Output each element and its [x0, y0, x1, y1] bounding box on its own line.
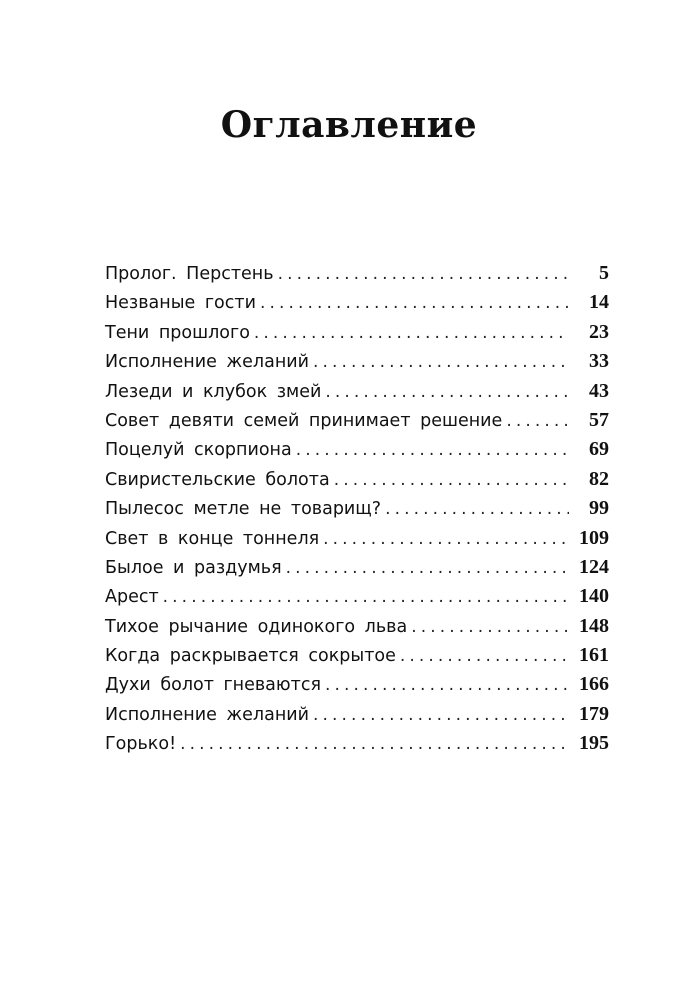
- dot-leader: [411, 617, 569, 637]
- toc-entry[interactable]: [105, 350, 609, 379]
- dot-leader: [313, 352, 569, 372]
- toc-entry[interactable]: [105, 556, 609, 585]
- toc-entry-title: Пролог. Перстень: [105, 264, 274, 284]
- toc-entry[interactable]: [105, 321, 609, 350]
- toc-entry-title: Арест: [105, 587, 159, 608]
- toc-entry[interactable]: [105, 497, 609, 526]
- toc-entry-page: 33: [589, 350, 609, 373]
- toc-entry-page: 109: [579, 526, 609, 549]
- dot-leader: [385, 499, 569, 519]
- toc-entry-title: Когда раскрывается сокрытое: [105, 646, 396, 667]
- toc-entry-title: Свет в конце тоннеля: [105, 528, 320, 549]
- dot-leader: [254, 323, 569, 343]
- toc-entry-page: 140: [579, 585, 609, 608]
- dot-leader: [325, 675, 569, 695]
- toc-entry-page: 99: [589, 497, 609, 520]
- toc-entry-page: 23: [589, 320, 609, 343]
- toc-entry-title: Исполнение желаний: [105, 352, 310, 373]
- toc-entry-title: Исполнение желаний: [105, 704, 310, 725]
- toc-entry[interactable]: [105, 673, 609, 702]
- toc-entry-page: 43: [589, 379, 609, 402]
- toc-entry[interactable]: [105, 615, 609, 644]
- toc-entry-page: 69: [589, 438, 609, 461]
- dot-leader: [163, 587, 569, 607]
- toc-entry-title: Духи болот гневаются: [105, 675, 321, 696]
- toc-entry-title: Горько!: [105, 734, 177, 755]
- table-of-contents: [105, 262, 609, 762]
- toc-entry[interactable]: [105, 262, 609, 291]
- toc-entry-page: 5: [599, 262, 609, 284]
- toc-entry-page: 166: [579, 673, 609, 696]
- dot-leader: [260, 293, 569, 313]
- toc-entry-page: 124: [579, 555, 609, 578]
- dot-leader: [325, 382, 569, 402]
- toc-entry-title: Тени прошлого: [105, 322, 250, 343]
- toc-entry-page: 82: [589, 467, 609, 490]
- toc-entry[interactable]: [105, 703, 609, 732]
- toc-entry-title: Поцелуй скорпиона: [105, 440, 292, 461]
- dot-leader: [323, 529, 569, 549]
- toc-entry[interactable]: [105, 585, 609, 614]
- toc-entry-title: Былое и раздумья: [105, 557, 282, 578]
- toc-entry[interactable]: [105, 732, 609, 761]
- toc-entry[interactable]: [105, 380, 609, 409]
- dot-leader: [180, 734, 569, 754]
- dot-leader: [286, 558, 569, 578]
- toc-entry[interactable]: [105, 527, 609, 556]
- dot-leader: [506, 411, 569, 431]
- toc-entry-title: Свиристельские болота: [105, 469, 330, 490]
- toc-entry[interactable]: [105, 409, 609, 438]
- dot-leader: [400, 646, 569, 666]
- toc-entry[interactable]: [105, 468, 609, 497]
- toc-entry[interactable]: [105, 291, 609, 320]
- page-title: Оглавление: [220, 104, 478, 146]
- toc-entry-page: 14: [589, 291, 609, 314]
- toc-entry-title: Тихое рычание одинокого льва: [105, 616, 408, 637]
- toc-entry-title: Незваные гости: [105, 293, 256, 314]
- toc-entry-title: Совет девяти семей принимает решение: [105, 410, 503, 431]
- toc-entry-page: 161: [579, 644, 609, 667]
- toc-entry-page: 57: [589, 408, 609, 431]
- toc-entry-page: 148: [579, 614, 609, 637]
- dot-leader: [296, 440, 569, 460]
- toc-entry-page: 179: [579, 702, 609, 725]
- toc-entry-title: Лезеди и клубок змей: [105, 381, 322, 402]
- dot-leader: [313, 705, 569, 725]
- toc-entry[interactable]: [105, 438, 609, 467]
- toc-entry-page: 195: [579, 732, 609, 755]
- dot-leader: [278, 264, 569, 284]
- dot-leader: [334, 470, 569, 490]
- toc-entry-title: Пылесос метле не товарищ?: [105, 499, 382, 520]
- toc-entry[interactable]: [105, 644, 609, 673]
